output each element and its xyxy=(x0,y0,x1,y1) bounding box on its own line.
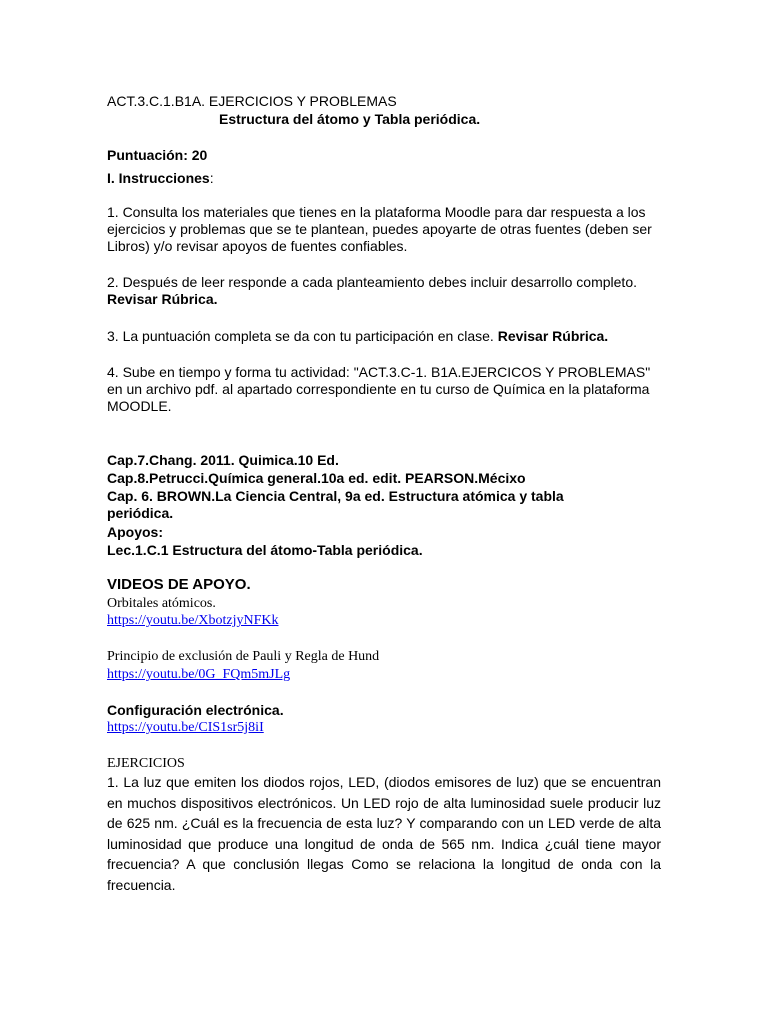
instruction-item-3 xyxy=(107,328,667,345)
instructions-heading-colon: : xyxy=(209,170,214,186)
video-2-title: Principio de exclusión de Pauli y Regla de Hund xyxy=(107,649,380,664)
video-1-link[interactable]: https://youtu.be/XbotzjyNFKk xyxy=(107,613,279,628)
instruction-item-4: 4. Sube en tiempo y forma tu actividad: "ACT.3.C-1. B1A.EJERCICOS Y PROBLEMAS" en un archivo pdf. al apartado correspondiente en tu curso de Química en la plataforma MOODLE. xyxy=(107,364,651,414)
video-1-title: Orbitales atómicos. xyxy=(107,596,216,611)
instruction-item-3-emphasis: Revisar Rúbrica. xyxy=(497,328,609,344)
exercise-1: 1. La luz que emiten los diodos rojos, LED, (diodos emisores de luz) que se encuentran en muchos dispositivos electrónicos. Un LED rojo de alta luminosidad suele producir luz de 625 nm. ¿Cuál es la frecuencia de esta luz? Y comparando con un LED verde de alta luminosidad que produce una longitud de onda de 565 nm. Indica ¿cuál tiene mayor frecuencia? A que conclusión llegas Como se relaciona la longitud de onda con la frecuencia. xyxy=(107,774,661,893)
score-label: Puntuación: 20 xyxy=(107,147,208,163)
instruction-item-2-text: 2. Después de leer responde a cada planteamiento debes incluir desarrollo completo. xyxy=(107,274,637,290)
video-3-title: Configuración electrónica. xyxy=(107,702,284,718)
activity-code: ACT.3.C.1.B1A. EJERCICIOS Y PROBLEMAS xyxy=(107,93,397,109)
supports-label: Apoyos: xyxy=(107,524,163,540)
video-2-link[interactable]: https://youtu.be/0G_FQm5mJLg xyxy=(107,667,291,682)
reference-lesson: Lec.1.C.1 Estructura del átomo-Tabla periódica. xyxy=(107,542,423,558)
videos-heading: VIDEOS DE APOYO. xyxy=(107,576,251,593)
instructions-heading-text: I. Instrucciones xyxy=(107,170,210,186)
instructions-heading xyxy=(107,170,214,186)
instruction-item-2-emphasis: Revisar Rúbrica. xyxy=(107,291,218,307)
video-3-link[interactable]: https://youtu.be/CIS1sr5j8iI xyxy=(107,720,264,735)
reference-brown: Cap. 6. BROWN.La Ciencia Central, 9a ed. Estructura atómica y tabla periódica. xyxy=(107,488,564,521)
reference-chang: Cap.7.Chang. 2011. Quimica.10 Ed. xyxy=(107,452,339,468)
document-title: Estructura del átomo y Tabla periódica. xyxy=(219,111,481,127)
instruction-item-3-text: 3. La puntuación completa se da con tu participación en clase. xyxy=(107,328,498,344)
instruction-item-1: 1. Consulta los materiales que tienes en la plataforma Moodle para dar respuesta a los ejercicios y problemas que se te plantean, puedes apoyarte de otras fuentes (deben ser Libros) y/o revisar apoyos de fuentes confiables. xyxy=(107,204,652,254)
reference-petrucci: Cap.8.Petrucci.Química general.10a ed. edit. PEARSON.Mécixo xyxy=(107,470,526,486)
instruction-item-2 xyxy=(107,274,667,308)
exercises-heading: EJERCICIOS xyxy=(107,756,185,771)
